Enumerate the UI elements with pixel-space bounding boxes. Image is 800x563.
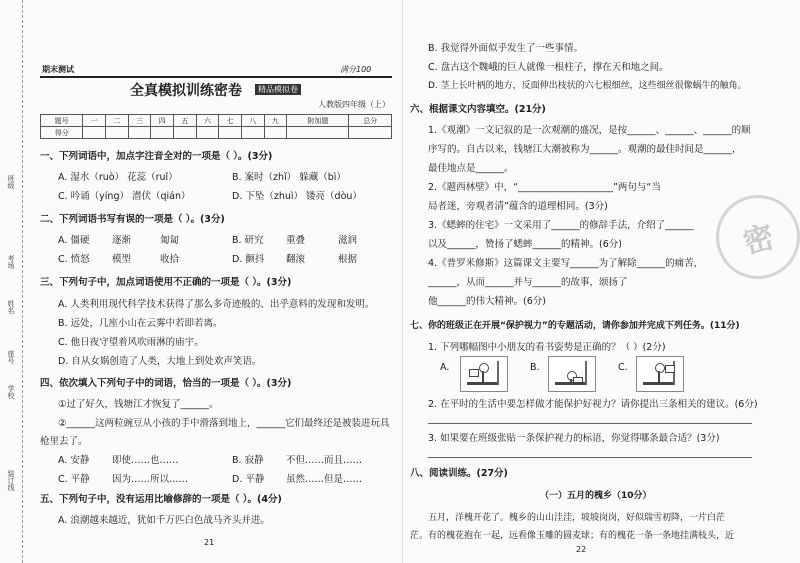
- q2-option-d-3: 根据: [338, 254, 358, 265]
- q2-option-d-2: 翻滚: [286, 254, 306, 265]
- q4-option-b-conj: 不但……而且……: [286, 455, 363, 466]
- q2-option-a-2: 逐渐: [112, 235, 132, 246]
- score-cell: 六: [196, 115, 219, 127]
- q7-sub-3: 3. 如果要在班级张贴一条保护视力的标语，你觉得哪条最合适？(3分): [428, 433, 720, 444]
- score-input-cell[interactable]: [128, 127, 151, 139]
- desk-icon: [643, 382, 673, 385]
- q2-option-a-1[interactable]: A. 僵硬: [58, 235, 90, 246]
- book-icon: [665, 365, 675, 373]
- passage-line-1: 五月，洋槐开花了。槐乡的山山洼洼，坡坡岗岗，好似瑞雪初降，一片白茫: [428, 513, 726, 523]
- exam-subtitle-badge: 精品模拟卷: [255, 84, 301, 95]
- q7-sub-2: 2. 在平时的生活中要怎样做才能保护好视力？请你提出三条相关的建议。(6分): [428, 399, 758, 410]
- q2-title: 二、下列词语书写有误的一项是（ ）。(3分): [40, 214, 225, 225]
- q6-line-3: 3.《蟋蟀的住宅》一文采用了______的修辞手法，介绍了______: [428, 220, 694, 231]
- score-cell: 三: [128, 115, 151, 127]
- q2-option-c-1[interactable]: C. 愤怒: [58, 254, 90, 265]
- answer-line[interactable]: [428, 457, 752, 458]
- score-cell: 四: [151, 115, 174, 127]
- q6-line-1c: 最佳地点是______。: [428, 163, 514, 174]
- binding-label-seat: 座号: [7, 350, 15, 364]
- score-input-cell[interactable]: [106, 127, 129, 139]
- q5-option-b[interactable]: B. 我觉得外面似乎发生了一些事情。: [428, 43, 584, 54]
- q2-option-c-3: 收拾: [160, 254, 180, 265]
- q2-option-c-2: 模型: [112, 254, 132, 265]
- q4-option-a-conj: 即使……也……: [112, 455, 179, 466]
- binding-label-school: 学校: [7, 385, 15, 399]
- grade-label: 人教版四年级（上）: [318, 100, 390, 109]
- q6-line-2: 2.《题西林壁》中，“____________________”两句与“当: [428, 182, 661, 193]
- score-cell: 九: [264, 115, 287, 127]
- q2-option-b-1[interactable]: B. 研究: [232, 235, 264, 246]
- q1-title: 一、下列词语中，加点字注音全对的一项是（ ）。(3分): [40, 151, 273, 162]
- q5-title: 五、下列句子中，没有运用比喻修辞的一项是（ ）。(4分): [40, 494, 282, 505]
- q2-option-a-3: 匍匐: [160, 235, 180, 246]
- binding-label-line: 装订线: [7, 470, 15, 491]
- q6-line-4: 4.《普罗米修斯》这篇课文主要写______为了解除______的痛苦，: [428, 258, 704, 269]
- q7-title: 七、你的班级正在开展“保护视力”的专题活动，请你参加并完成下列任务。(11分): [410, 321, 740, 331]
- child-head-icon: [479, 363, 489, 373]
- score-input-cell[interactable]: [174, 127, 197, 139]
- q4-option-c-conj: 因为……所以……: [112, 474, 189, 485]
- score-cell: 附加题: [287, 115, 349, 127]
- score-cell: 一: [83, 115, 106, 127]
- child-head-icon: [655, 363, 665, 373]
- desk-icon: [467, 382, 497, 385]
- q5-option-c[interactable]: C. 盘古这个魏峨的巨人就像一根柱子，撑在天和地之间。: [428, 62, 669, 73]
- q4-option-d-word[interactable]: D. 平静: [232, 474, 265, 485]
- score-table-score-row: [41, 127, 392, 139]
- q4-option-a-word[interactable]: A. 安静: [58, 455, 90, 466]
- q6-line-1b: 序写的。自古以来，钱塘江大潮被称为______。观潮的最佳时间是______，: [428, 144, 742, 155]
- q6-line-4b: ______，从而______并与______的故事，颂扬了: [428, 277, 628, 288]
- posture-figure-c[interactable]: [636, 356, 684, 392]
- q4-option-b-word[interactable]: B. 寂静: [232, 455, 264, 466]
- q6-line-3b: 以及______，赞扬了蟋蟀______的精神。(6分): [428, 239, 622, 250]
- left-page-number: 21: [204, 538, 215, 547]
- q6-title: 六、根据课文内容填空。(21分): [410, 104, 546, 115]
- score-input-cell[interactable]: [241, 127, 264, 139]
- q7-option-a-label[interactable]: A.: [440, 362, 450, 373]
- binding-label-name: 姓名: [7, 300, 15, 314]
- score-table-header-row: [41, 115, 392, 127]
- score-input-cell[interactable]: [264, 127, 287, 139]
- desk-icon: [555, 382, 585, 385]
- q3-option-d[interactable]: D. 自从女娲创造了人类，大地上到处欢声笑语。: [58, 356, 262, 367]
- q8-title: 八、阅读训练。(27分): [410, 468, 508, 479]
- q4-title: 四、依次填入下列句子中的词语，恰当的一项是（ ）。(3分): [40, 378, 292, 389]
- score-input-cell[interactable]: [196, 127, 219, 139]
- q2-option-b-3: 滋润: [338, 235, 358, 246]
- q4-option-c-word[interactable]: C. 平静: [58, 474, 90, 485]
- score-input-cell[interactable]: [83, 127, 106, 139]
- q6-line-4c: 他______的伟大精神。(6分): [428, 296, 546, 307]
- posture-figure-b[interactable]: [548, 356, 596, 392]
- q4-option-d-conj: 虽然……但是……: [286, 474, 363, 485]
- passage-title: （一）五月的槐乡（10分）: [540, 491, 652, 501]
- header-rule: [40, 76, 392, 78]
- score-cell: 总分: [349, 115, 392, 127]
- q4-sentence-2-cont: 枪里去了。: [40, 436, 88, 447]
- book-icon: [469, 369, 479, 377]
- score-tag: 满分100: [340, 65, 372, 74]
- score-input-cell[interactable]: [287, 127, 349, 139]
- binding-strip: [0, 0, 23, 563]
- score-cell: 二: [106, 115, 129, 127]
- q4-sentence-2: ②______这两粒豌豆从小孩的手中滑落到地上，______它们最终还是被装进玩具: [58, 418, 390, 429]
- q3-option-c[interactable]: C. 他日夜守望着风吹雨淋的庙宇。: [58, 337, 204, 348]
- score-cell: 八: [241, 115, 264, 127]
- right-page-number: 22: [576, 545, 587, 554]
- score-input-cell[interactable]: [349, 127, 392, 139]
- q5-option-a[interactable]: A. 浪潮越来越近，犹如千万匹白色战马齐头并进。: [58, 515, 270, 526]
- score-input-cell[interactable]: [219, 127, 242, 139]
- q2-option-d-1[interactable]: D. 颤抖: [232, 254, 265, 265]
- score-cell: 题号: [41, 115, 83, 127]
- q1-option-a[interactable]: A. 湿水（ruò） 花蕊（ruǐ）: [58, 172, 178, 183]
- stamp-seal: 密: [707, 186, 800, 289]
- q7-option-c-label[interactable]: C.: [618, 362, 628, 373]
- posture-figure-a[interactable]: [460, 356, 508, 392]
- page-divider: [402, 0, 403, 563]
- q5-option-d[interactable]: D. 茎上长叶柄的地方，反面伸出枝状的六七根细丝，这些细丝很像蜗牛的触角。: [428, 81, 747, 91]
- lamp-icon: [497, 361, 499, 385]
- score-cell: 得分: [41, 127, 83, 139]
- lamp-icon: [585, 361, 587, 385]
- q6-line-1: 1.《观潮》一文记叙的是一次观潮的盛况，是按______、______、______的顺: [428, 125, 751, 136]
- score-cell: 七: [219, 115, 242, 127]
- answer-line[interactable]: [428, 423, 752, 424]
- q3-option-b[interactable]: B. 远处，几座小山在云雾中若即若离。: [58, 318, 223, 329]
- score-input-cell[interactable]: [151, 127, 174, 139]
- exam-tag: 期末测试: [42, 65, 74, 74]
- q7-option-b-label[interactable]: B.: [530, 362, 540, 373]
- q1-option-c[interactable]: C. 吟诵（yíng） 潜伏（qián）: [58, 191, 191, 202]
- q2-option-b-2: 重叠: [286, 235, 306, 246]
- score-table: [40, 114, 392, 139]
- binding-label-exam-room: 考场: [7, 255, 15, 269]
- q4-sentence-1: ①过了好久，钱塘江才恢复了______。: [58, 399, 219, 410]
- passage-line-2: 茫。有的槐花抱在一起，远看像玉雕的圆麦球；有的槐花一条一条地挂满枝头，近: [410, 531, 735, 541]
- q1-option-b[interactable]: B. 案时（zhǐ） 躲藏（bì）: [232, 172, 346, 183]
- binding-label-class: 班级: [7, 175, 15, 189]
- exam-title: 全真模拟训练密卷: [130, 83, 242, 99]
- q1-option-d[interactable]: D. 下坠（zhuì） 镂亮（dòu）: [232, 191, 362, 202]
- q3-title: 三、下列句子中，加点词语使用不正确的一项是（ ）。(3分): [40, 277, 292, 288]
- q6-line-2b: 局者迷，旁观者清”蕴含的道理相同。(3分): [428, 201, 608, 212]
- q3-option-a[interactable]: A. 人类利用现代科学技术获得了那么多奇迹般的、出乎意料的发现和发明。: [58, 299, 375, 310]
- score-cell: 五: [174, 115, 197, 127]
- q7-sub-1: 1. 下列哪幅图中小朋友的看书姿势是正确的？（ ）(2分): [428, 342, 666, 353]
